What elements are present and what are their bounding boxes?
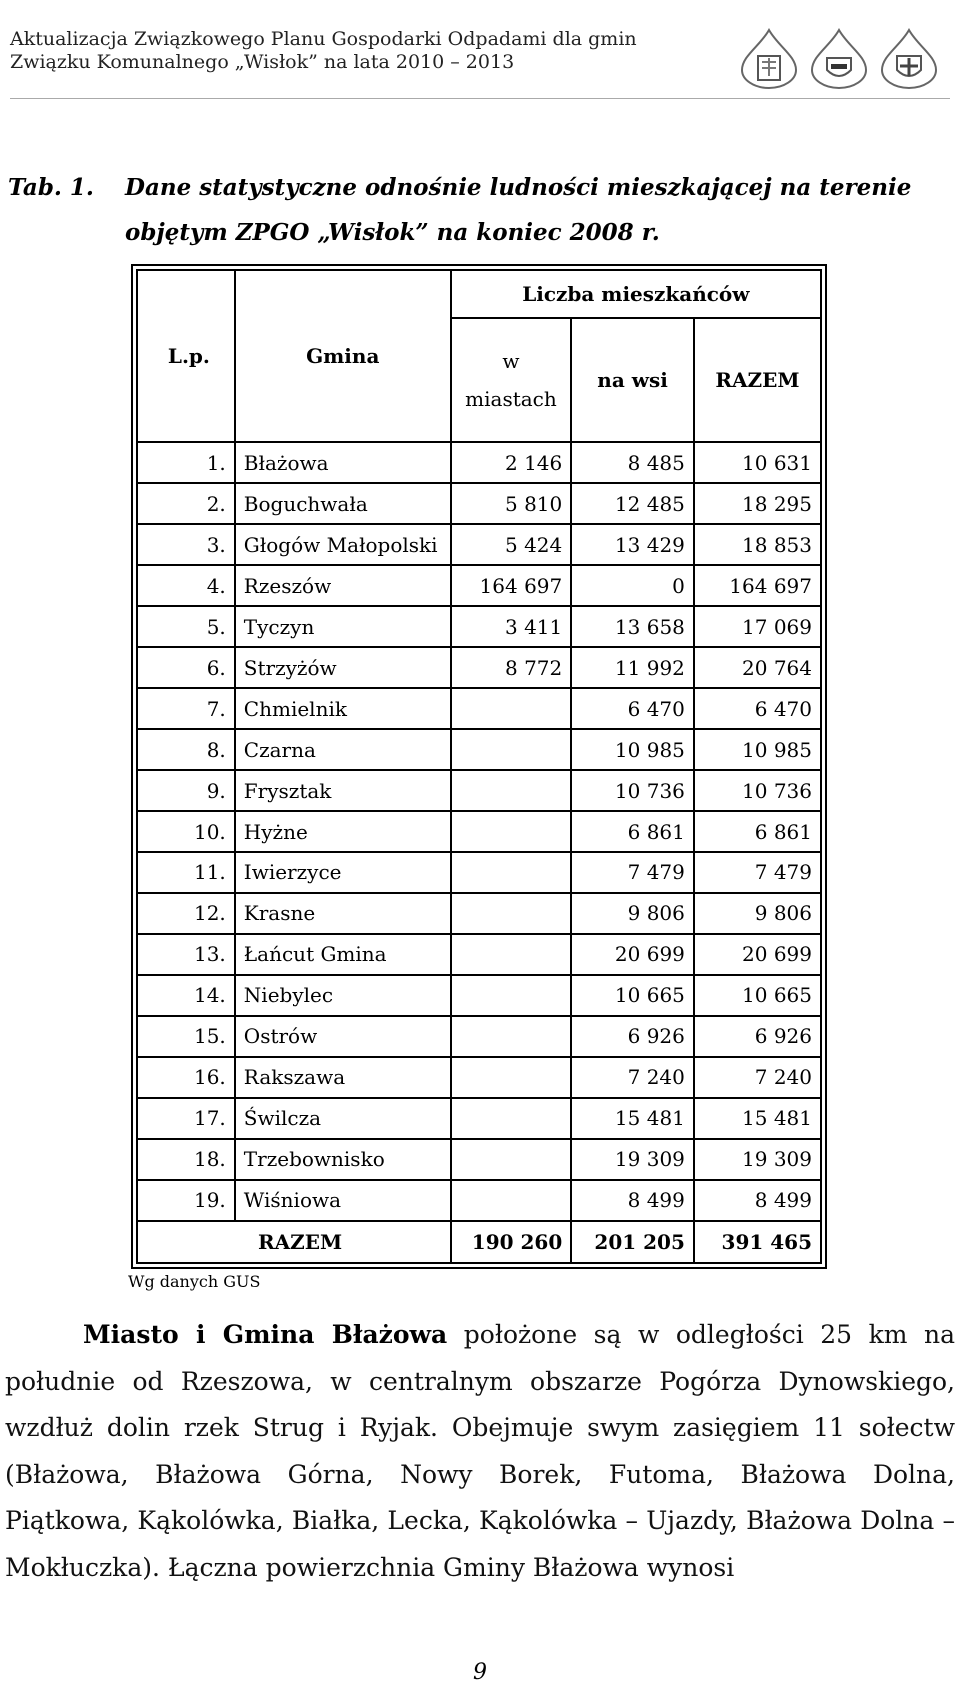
row-lp: 19. bbox=[137, 1180, 235, 1221]
row-miasto bbox=[451, 1139, 572, 1180]
row-wies: 11 992 bbox=[571, 647, 694, 688]
row-wies: 19 309 bbox=[571, 1139, 694, 1180]
table-row bbox=[137, 1057, 821, 1098]
row-gmina: Ostrów bbox=[235, 1016, 451, 1057]
table-row bbox=[137, 442, 821, 483]
row-miasto: 164 697 bbox=[451, 565, 572, 606]
row-wies: 8 485 bbox=[571, 442, 694, 483]
body-paragraph bbox=[5, 1312, 955, 1591]
row-gmina: Krasne bbox=[235, 893, 451, 934]
row-wies: 20 699 bbox=[571, 934, 694, 975]
row-miasto bbox=[451, 688, 572, 729]
total-miasto: 190 260 bbox=[451, 1221, 572, 1263]
row-razem: 10 665 bbox=[694, 975, 821, 1016]
page-number: 9 bbox=[473, 1660, 487, 1685]
table-row bbox=[137, 770, 821, 811]
crest-icon-3 bbox=[878, 28, 940, 90]
row-gmina: Frysztak bbox=[235, 770, 451, 811]
row-lp: 12. bbox=[137, 893, 235, 934]
row-wies: 7 479 bbox=[571, 852, 694, 893]
row-wies: 0 bbox=[571, 565, 694, 606]
row-razem: 7 479 bbox=[694, 852, 821, 893]
row-lp: 16. bbox=[137, 1057, 235, 1098]
header-line-1: Aktualizacja Związkowego Planu Gospodarki Odpadami dla gmin bbox=[10, 28, 637, 50]
table-row bbox=[137, 729, 821, 770]
row-wies: 7 240 bbox=[571, 1057, 694, 1098]
row-miasto bbox=[451, 934, 572, 975]
row-gmina: Rzeszów bbox=[235, 565, 451, 606]
row-miasto bbox=[451, 852, 572, 893]
header-miastach-word: miastach bbox=[465, 387, 557, 412]
crest-icon-1 bbox=[738, 28, 800, 90]
table-row bbox=[137, 483, 821, 524]
row-lp: 5. bbox=[137, 606, 235, 647]
row-lp: 4. bbox=[137, 565, 235, 606]
row-wies: 13 658 bbox=[571, 606, 694, 647]
table-row bbox=[137, 811, 821, 852]
caption-line-2: objętym ZPGO „Wisłok” na koniec 2008 r. bbox=[125, 219, 660, 246]
row-gmina: Czarna bbox=[235, 729, 451, 770]
row-razem: 19 309 bbox=[694, 1139, 821, 1180]
row-gmina: Niebylec bbox=[235, 975, 451, 1016]
row-lp: 6. bbox=[137, 647, 235, 688]
row-lp: 3. bbox=[137, 524, 235, 565]
header-miastach-w: w bbox=[502, 349, 520, 374]
row-miasto bbox=[451, 1016, 572, 1057]
row-gmina: Trzebownisko bbox=[235, 1139, 451, 1180]
row-gmina: Błażowa bbox=[235, 442, 451, 483]
row-razem: 15 481 bbox=[694, 1098, 821, 1139]
table-row bbox=[137, 893, 821, 934]
row-gmina: Iwierzyce bbox=[235, 852, 451, 893]
header-gmina: Gmina bbox=[235, 270, 451, 442]
caption-label: Tab. 1. bbox=[8, 174, 94, 201]
table-row bbox=[137, 975, 821, 1016]
header-rule bbox=[10, 98, 950, 99]
table-row bbox=[137, 688, 821, 729]
table-caption bbox=[8, 165, 953, 255]
row-razem: 17 069 bbox=[694, 606, 821, 647]
header-title bbox=[10, 28, 637, 74]
table-row bbox=[137, 524, 821, 565]
table-row bbox=[137, 606, 821, 647]
row-lp: 11. bbox=[137, 852, 235, 893]
row-miasto bbox=[451, 770, 572, 811]
header-razem: RAZEM bbox=[694, 318, 821, 442]
row-lp: 15. bbox=[137, 1016, 235, 1057]
row-lp: 10. bbox=[137, 811, 235, 852]
paragraph-bold: Miasto i Gmina Błażowa bbox=[83, 1320, 448, 1349]
row-lp: 13. bbox=[137, 934, 235, 975]
population-table-frame bbox=[131, 264, 827, 1269]
row-lp: 8. bbox=[137, 729, 235, 770]
row-miasto bbox=[451, 1180, 572, 1221]
row-gmina: Łańcut Gmina bbox=[235, 934, 451, 975]
row-lp: 18. bbox=[137, 1139, 235, 1180]
table-row bbox=[137, 1016, 821, 1057]
row-razem: 6 861 bbox=[694, 811, 821, 852]
total-row bbox=[137, 1221, 821, 1263]
row-wies: 9 806 bbox=[571, 893, 694, 934]
header-miastach bbox=[451, 318, 572, 442]
row-gmina: Świlcza bbox=[235, 1098, 451, 1139]
row-miasto: 5 810 bbox=[451, 483, 572, 524]
total-razem: 391 465 bbox=[694, 1221, 821, 1263]
header-lp: L.p. bbox=[137, 270, 235, 442]
row-lp: 9. bbox=[137, 770, 235, 811]
header-group: Liczba mieszkańców bbox=[451, 270, 821, 318]
row-wies: 6 861 bbox=[571, 811, 694, 852]
header-row-1 bbox=[137, 270, 821, 318]
row-miasto bbox=[451, 893, 572, 934]
row-gmina: Hyżne bbox=[235, 811, 451, 852]
crest-icon-2 bbox=[808, 28, 870, 90]
row-razem: 164 697 bbox=[694, 565, 821, 606]
header-line-2: Związku Komunalnego „Wisłok” na lata 2010 – 2013 bbox=[10, 51, 515, 73]
row-razem: 20 699 bbox=[694, 934, 821, 975]
row-razem: 10 985 bbox=[694, 729, 821, 770]
row-lp: 7. bbox=[137, 688, 235, 729]
table-row bbox=[137, 565, 821, 606]
row-miasto: 5 424 bbox=[451, 524, 572, 565]
row-miasto bbox=[451, 729, 572, 770]
row-miasto: 2 146 bbox=[451, 442, 572, 483]
row-wies: 6 470 bbox=[571, 688, 694, 729]
row-gmina: Głogów Małopolski bbox=[235, 524, 451, 565]
row-miasto: 8 772 bbox=[451, 647, 572, 688]
row-lp: 2. bbox=[137, 483, 235, 524]
row-lp: 17. bbox=[137, 1098, 235, 1139]
row-miasto bbox=[451, 811, 572, 852]
row-gmina: Wiśniowa bbox=[235, 1180, 451, 1221]
row-miasto bbox=[451, 975, 572, 1016]
source-note: Wg danych GUS bbox=[128, 1272, 261, 1291]
row-razem: 7 240 bbox=[694, 1057, 821, 1098]
row-razem: 18 853 bbox=[694, 524, 821, 565]
row-gmina: Boguchwała bbox=[235, 483, 451, 524]
row-wies: 12 485 bbox=[571, 483, 694, 524]
row-gmina: Tyczyn bbox=[235, 606, 451, 647]
table-row bbox=[137, 1098, 821, 1139]
row-razem: 18 295 bbox=[694, 483, 821, 524]
table-row bbox=[137, 852, 821, 893]
row-wies: 6 926 bbox=[571, 1016, 694, 1057]
paragraph-text: położone są w odległości 25 km na południe od Rzeszowa, w centralnym obszarze Pogórza Dynowskiego, wzdłuż dolin rzek Strug i Ryjak. Obejmuje swym zasięgiem 11 sołectw (Błażowa, Błażowa Górna, Nowy Borek, Futoma, Błażowa Dolna, Piątkowa, Kąkolówka, Białka, Lecka, Kąkolówka – Ujazdy, Błażowa Dolna – Mokłuczka). Łączna powierzchnia Gminy Błażowa wynosi bbox=[5, 1320, 955, 1582]
row-razem: 8 499 bbox=[694, 1180, 821, 1221]
total-label: RAZEM bbox=[137, 1221, 451, 1263]
row-miasto bbox=[451, 1057, 572, 1098]
table-row bbox=[137, 647, 821, 688]
row-miasto: 3 411 bbox=[451, 606, 572, 647]
row-wies: 10 985 bbox=[571, 729, 694, 770]
row-gmina: Rakszawa bbox=[235, 1057, 451, 1098]
row-wies: 10 665 bbox=[571, 975, 694, 1016]
row-lp: 1. bbox=[137, 442, 235, 483]
row-wies: 8 499 bbox=[571, 1180, 694, 1221]
row-wies: 15 481 bbox=[571, 1098, 694, 1139]
table-row bbox=[137, 1180, 821, 1221]
row-razem: 9 806 bbox=[694, 893, 821, 934]
row-wies: 10 736 bbox=[571, 770, 694, 811]
table-row bbox=[137, 934, 821, 975]
page-header bbox=[10, 28, 950, 88]
row-gmina: Strzyżów bbox=[235, 647, 451, 688]
row-razem: 20 764 bbox=[694, 647, 821, 688]
row-lp: 14. bbox=[137, 975, 235, 1016]
row-razem: 6 470 bbox=[694, 688, 821, 729]
total-wies: 201 205 bbox=[571, 1221, 694, 1263]
header-wsi: na wsi bbox=[571, 318, 694, 442]
row-gmina: Chmielnik bbox=[235, 688, 451, 729]
row-wies: 13 429 bbox=[571, 524, 694, 565]
caption-line-1: Dane statystyczne odnośnie ludności mieszkającej na terenie bbox=[125, 174, 912, 201]
row-razem: 10 631 bbox=[694, 442, 821, 483]
row-miasto bbox=[451, 1098, 572, 1139]
row-razem: 10 736 bbox=[694, 770, 821, 811]
crests bbox=[738, 28, 940, 90]
table-row bbox=[137, 1139, 821, 1180]
population-table bbox=[136, 269, 822, 1264]
row-razem: 6 926 bbox=[694, 1016, 821, 1057]
